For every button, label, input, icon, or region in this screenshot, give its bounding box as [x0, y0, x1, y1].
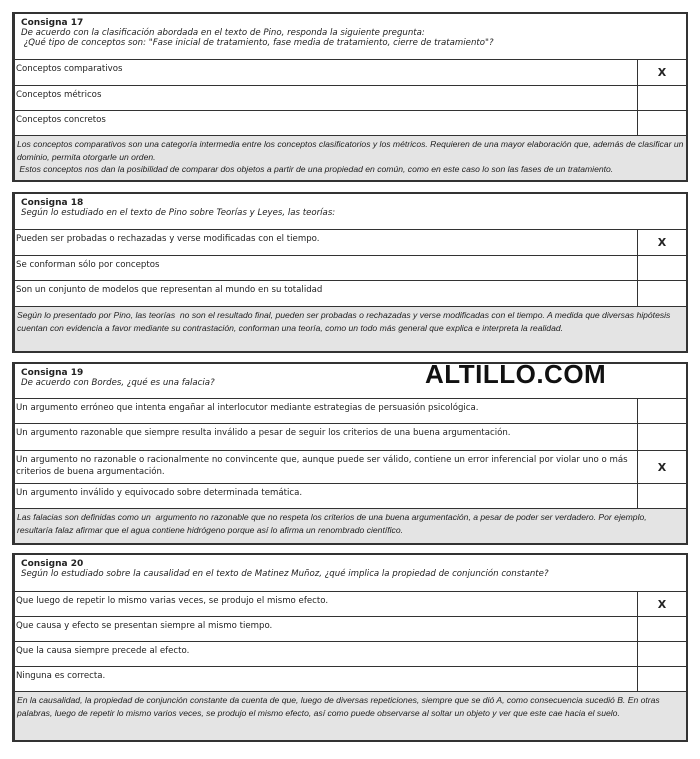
option-text: Conceptos comparativos: [15, 60, 638, 85]
question-title: Consigna 20: [21, 559, 84, 569]
question-header: [15, 555, 686, 592]
explanation: [15, 307, 686, 351]
question-prompt: De acuerdo con la clasificación abordada en el texto de Pino, responda la siguiente pregunta:: [21, 28, 425, 38]
answer-mark[interactable]: [638, 484, 686, 508]
explanation-text: Los conceptos comparativos son una categoría intermedia entre los conceptos clasificatorios y los métricos. Requieren de una mayor elaboración que, además de clasificar un dominio, permita otorgarle un orden.: [17, 139, 686, 162]
question-header: [15, 194, 686, 230]
question-block: [12, 12, 688, 182]
option-text: Un argumento no razonable o racionalmente no convincente que, aunque puede ser válido, contiene un error inferencial por violar uno o más criterios de buena argumentación.: [15, 451, 638, 483]
question-block: [12, 192, 688, 353]
question-header: [15, 14, 686, 60]
option-text: Conceptos concretos: [15, 111, 638, 135]
answer-option[interactable]: [15, 617, 686, 642]
answer-mark[interactable]: [638, 256, 686, 280]
option-text: Un argumento erróneo que intenta engañar al interlocutor mediante estrategias de persuasión psicológica.: [15, 399, 638, 423]
option-text: Pueden ser probadas o rechazadas y verse modificadas con el tiempo.: [15, 230, 638, 255]
explanation-text: Las falacias son definidas como un argumento no razonable que no respeta los criterios de una buena argumentación, a pesar de poder ser verdadero. Por ejemplo, resultaría falaz afirmar que el agua contiene hidrógeno porque así lo afirma un renombrado científico.: [17, 512, 650, 535]
option-text: Que la causa siempre precede al efecto.: [15, 642, 638, 666]
option-text: Que causa y efecto se presentan siempre al mismo tiempo.: [15, 617, 638, 641]
answer-mark[interactable]: X: [657, 460, 667, 474]
option-text: Ninguna es correcta.: [15, 667, 638, 691]
answer-option[interactable]: [15, 667, 686, 692]
question-title: Consigna 17: [21, 18, 84, 28]
explanation: [15, 136, 686, 180]
answer-option[interactable]: [15, 281, 686, 307]
explanation: [15, 692, 686, 740]
explanation-text: Según lo presentado por Pino, las teorías no son el resultado final, pueden ser probadas o rechazadas y verse modificadas con el tiempo. A medida que diversas hipótesis cuentan con evidencia a favor mediante su contrastación, conforman una teoría, como un todo más general que explica e interpreta la realidad.: [17, 310, 673, 333]
option-text: Un argumento razonable que siempre resulta inválido a pesar de seguir los criterios de una buena argumentación.: [15, 424, 638, 450]
explanation: [15, 509, 686, 543]
answer-option[interactable]: [15, 592, 686, 617]
answer-mark[interactable]: X: [657, 236, 667, 249]
option-text: Son un conjunto de modelos que representan al mundo en su totalidad: [15, 281, 638, 306]
answer-mark[interactable]: [638, 617, 686, 641]
answer-mark[interactable]: [638, 281, 686, 306]
answer-option[interactable]: [15, 111, 686, 136]
answer-mark[interactable]: X: [657, 66, 667, 79]
answer-mark[interactable]: [638, 667, 686, 691]
answer-mark[interactable]: X: [657, 597, 667, 611]
answer-option[interactable]: [15, 230, 686, 256]
answer-mark[interactable]: [638, 111, 686, 135]
answer-option[interactable]: [15, 424, 686, 451]
answer-option[interactable]: [15, 399, 686, 424]
watermark: ALTILLO.COM: [425, 359, 607, 389]
question-prompt: Según lo estudiado en el texto de Pino sobre Teorías y Leyes, las teorías:: [21, 208, 336, 218]
answer-mark[interactable]: [638, 424, 686, 450]
explanation-text: Estos conceptos nos dan la posibilidad de comparar dos objetos a partir de una propiedad en común, como en este caso lo son las fases de un tratamiento.: [17, 164, 614, 174]
question-title: Consigna 19: [21, 368, 84, 378]
question-prompt: ¿Qué tipo de conceptos son: "Fase inicial de tratamiento, fase media de tratamiento, cierre de tratamiento"?: [21, 38, 494, 48]
option-text: Se conforman sólo por conceptos: [15, 256, 638, 280]
answer-option[interactable]: [15, 60, 686, 86]
answer-mark[interactable]: [638, 642, 686, 666]
option-text: Un argumento inválido y equivocado sobre determinada temática.: [15, 484, 638, 508]
answer-option[interactable]: [15, 256, 686, 281]
question-prompt: De acuerdo con Bordes, ¿qué es una falacia?: [21, 378, 215, 388]
answer-option[interactable]: [15, 451, 686, 484]
answer-option[interactable]: [15, 642, 686, 667]
answer-option[interactable]: [15, 484, 686, 509]
option-text: Que luego de repetir lo mismo varias veces, se produjo el mismo efecto.: [15, 592, 638, 616]
question-prompt: Según lo estudiado sobre la causalidad en el texto de Matinez Muñoz, ¿qué implica la propiedad de conjunción constante?: [21, 569, 549, 579]
answer-mark[interactable]: [638, 399, 686, 423]
option-text: Conceptos métricos: [15, 86, 638, 110]
question-title: Consigna 18: [21, 198, 84, 208]
answer-mark[interactable]: [638, 86, 686, 110]
explanation-text: En la causalidad, la propiedad de conjunción constante da cuenta de que, luego de diversas repeticiones, siempre que se dió A, como consecuencia sucedió B. En otras palabras, luego de repetir lo mismo varios veces, se produjo el mismo efecto, así como puede observarse al soltar un objeto y ver que este cae hacia el suelo.: [17, 695, 663, 718]
question-block: [12, 553, 688, 742]
answer-option[interactable]: [15, 86, 686, 111]
